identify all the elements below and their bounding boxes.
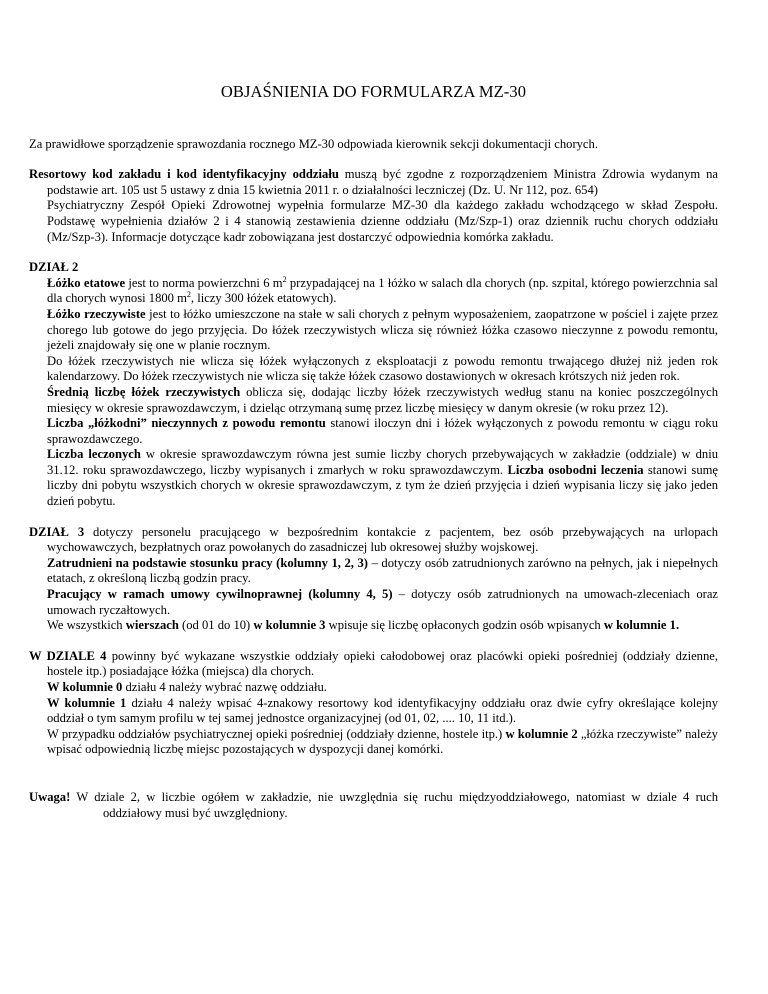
kolumna-0-paragraph: W kolumnie 0 działu 4 należy wybrać nazwę oddziału.	[47, 680, 327, 694]
nie-wlicza-paragraph: Do łóżek rzeczywistych nie wlicza się łóżek wyłączonych z eksploatacji z powodu remontu trwającego dłużej niż jeden rok kalendarzowy. Do łóżek rzeczywistych nie wlicza się także łóżek czasowo dostawionych w okresach krótszych niż jeden rok.	[47, 353, 718, 384]
srednia-definition: Średnią liczbę łóżek rzeczywistych oblicza się, dodając liczby łóżek rzeczywistych według stanu na koniec poszczególnych miesięcy w okresie sprawozdawczym, i dzieląc otrzymaną sumę przez liczbę miesięcy w danym okresie (w roku przez 12).	[47, 384, 719, 415]
section-resort-codes	[29, 167, 718, 245]
dzial-3-heading: DZIAŁ 3	[29, 524, 85, 539]
dzial-4-heading: W DZIALE 4	[29, 648, 107, 663]
intro-paragraph: Za prawidłowe sporządzenie sprawozdania rocznego MZ-30 odpowiada kierownik sekcji dokumentacji chorych.	[29, 136, 598, 151]
zatrudnieni-paragraph: Zatrudnieni na podstawie stosunku pracy (kolumny 1, 2, 3) – dotyczy osób zatrudnionych zarówno na pełnych, jak i niepełnych etatach, z określoną liczbą godzin pracy.	[47, 555, 719, 586]
pracujacy-paragraph: Pracujący w ramach umowy cywilnoprawnej (kolumny 4, 5) – dotyczy osób zatrudnionych na umowach-zleceniach oraz umowach ryczałtowych.	[47, 587, 719, 617]
leczonych-definition: Liczba leczonych w okresie sprawozdawczym równa jest sumie liczby chorych przebywających w zakładzie (oddziale) w dniu 31.12. roku sprawozdawczego, liczby wypisanych i zmarłych w roku sprawozdawczym. Liczba osobodni leczenia stanowi sumę liczby dni pobytu wszystkich chorych w okresie sprawozdawczym, z tym że dzień przyjęcia i dzień wypisania liczy się jako jeden dzień pobytu.	[47, 447, 718, 509]
lozko-etatowe-definition: Łóżko etatowe jest to norma powierzchni 6 $m^2$ przypadającej na 1 łóżko w salach dla chorych (np. szpital, którego powierzchnia sal dla chorych wynosi 1800 $m^2$, liczy 300 łóżek etatowych).	[47, 274, 718, 306]
resort-code-paragraph: Resortowy kod zakładu i kod identyfikacyjny oddziału muszą być zgodne z rozporządzeniem Ministra Zdrowia wydanym na podstawie art. 105 ust 5 ustawy z dnia 15 kwietnia 2011 r. o działalności leczniczej (Dz. U. Nr 112, poz. 654)	[29, 167, 718, 197]
zespol-paragraph: Psychiatryczny Zespół Opieki Zdrowotnej wypełnia formularze MZ-30 dla każdego zakładu wchodzącego w skład Zespołu. Podstawę wypełnienia działów 2 i 4 stanowią zestawienia dzienne oddziału (Mz/Szp-1) oraz dziennik ruchu chorych oddziału (Mz/Szp-3). Informacje dotyczące kadr zobowiązana jest dostarczyć odpowiednia komórka zakładu.	[47, 198, 718, 244]
lozko-rzeczywiste-definition: Łóżko rzeczywiste jest to łóżko umieszczone na stałe w sali chorych z pełnym wyposażeniem, zaopatrzone w pościel i zajęte przez chorego lub gotowe do jego przyjęcia. Do łóżek rzeczywistych wlicza się również łóżka czasowo nieczynne z powodu remontu, jeżeli znajdowały się one w planie rocznym.	[47, 306, 718, 353]
uwaga-label: Uwaga!	[29, 789, 71, 804]
uwaga-note: Uwaga! W dziale 2, w liczbie ogółem w zakładzie, nie uwzględnia się ruchu międzyoddziałowego, natomiast w dziale 4 ruch oddziałowy musi być uwzględniony.	[29, 789, 718, 820]
dzial-4-paragraph: W DZIALE 4 powinny być wykazane wszystkie oddziały opieki całodobowej oraz placówki opieki pośredniej (oddziały dzienne, hostele itp.) posiadające łóżka (miejsca) dla chorych.	[29, 648, 718, 679]
document-title: OBJAŚNIENIA DO FORMULARZA MZ-30	[220, 82, 527, 101]
kolumna-1-paragraph: W kolumnie 1 działu 4 należy wpisać 4-znakowy resortowy kod identyfikacyjny oddziału oraz dwie cyfry określające kolejny oddział o tym samym profilu w tej samej jednostce organizacyjnej (od 01, 02, .... 10, 11 itd.).	[47, 695, 718, 726]
dzial-3-paragraph: DZIAŁ 3 dotyczy personelu pracującego w bezpośrednim kontakcie z pacjentem, bez osób przebywających na urlopach wychowawczych, bezpłatnych oraz powołanych do zasadniczej lub okresowej służby wojskowej.	[29, 524, 718, 555]
kolumna-2-paragraph: W przypadku oddziałów psychiatrycznej opieki pośredniej (oddziały dzienne, hostele itp.) w kolumnie 2 „łóżka rzeczywiste” należy wpisać odpowiednią liczbę miejsc pozostających w dyspozycji danej komórki.	[47, 726, 718, 757]
section-dzial-3	[29, 525, 718, 634]
wiersze-paragraph: We wszystkich wierszach (od 01 do 10) w kolumnie 3 wpisuje się liczbę opłaconych godzin osób wpisanych w kolumnie 1.	[47, 618, 680, 633]
resort-code-term: Resortowy kod zakładu i kod identyfikacyjny oddziału	[29, 167, 339, 182]
section-dzial-2	[29, 260, 718, 510]
lozkodni-definition: Liczba „łóżkodni” nieczynnych z powodu remontu stanowi iloczyn dni i łóżek wyłączonych z powodu remontu w ciągu roku sprawozdawczego.	[47, 416, 719, 446]
section-dzial-4	[29, 649, 718, 758]
dzial-2-heading: DZIAŁ 2	[29, 260, 79, 275]
